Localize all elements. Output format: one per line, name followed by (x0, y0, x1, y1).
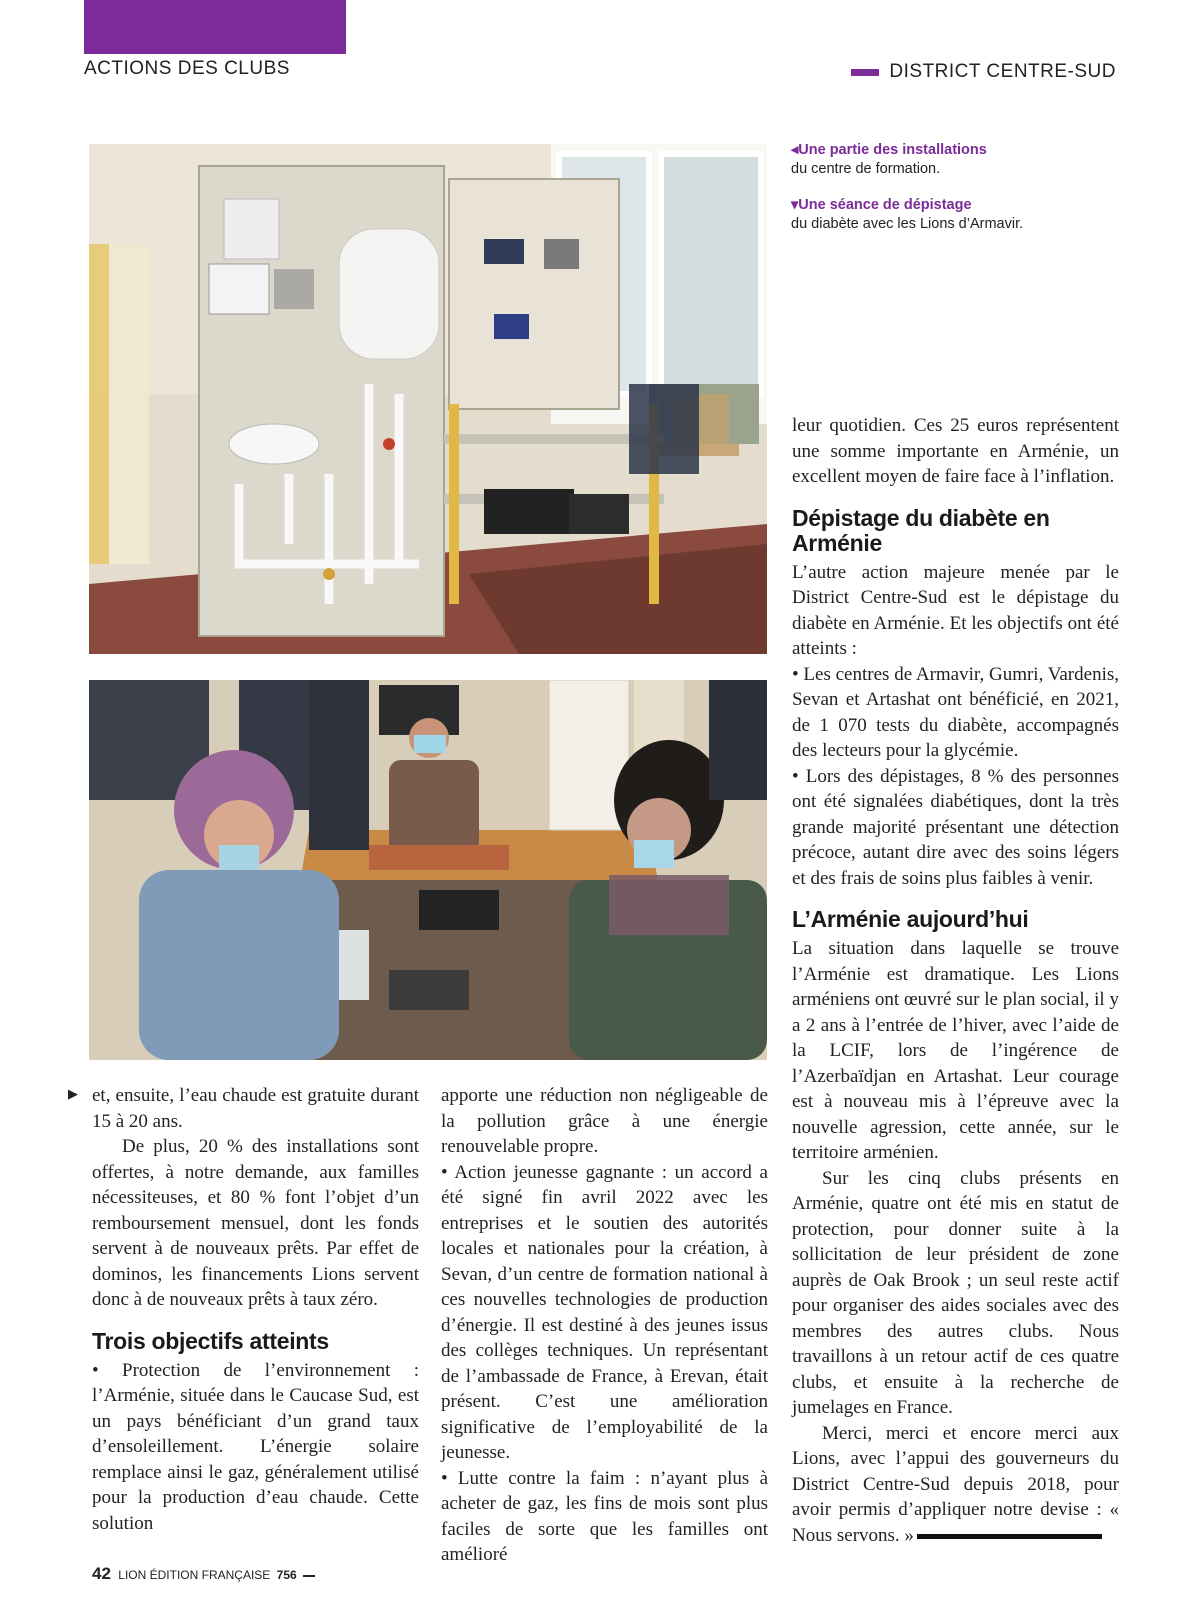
caption-diabetes-screening (791, 196, 1121, 234)
article-column-1 (92, 1083, 419, 1536)
paragraph: De plus, 20 % des installations sont offertes, à notre demande, aux familles nécessiteuses, et 80 % font l’objet d’un remboursement mensuel, dont les fonds servent à de nouveaux prêts. Par effet de dominos, les financements Lions servent donc à de nouveaux prêts à taux zéro. (92, 1136, 419, 1310)
subheading-objectives: Trois objectifs atteints (92, 1327, 329, 1354)
district-label (851, 61, 1116, 83)
photo-diabetes-screening (89, 680, 767, 1060)
down-arrow-icon: ▾ (791, 197, 799, 213)
caption-training-centre (791, 141, 1121, 179)
district-name: DISTRICT CENTRE-SUD (889, 61, 1116, 82)
paragraph: apporte une réduction non négligeable de la pollution grâce à une énergie renouvelable propre. (441, 1085, 768, 1157)
paragraph: leur quotidien. Ces 25 euros représentent une somme importante en Arménie, un excellent moyen de faire face à l’inflation. (792, 415, 1119, 487)
paragraph: • Protection de l’environnement : l’Arménie, située dans le Caucase Sud, est un pays bénéficiant d’un grand taux d’ensoleillement. L’énergie solaire remplace ainsi le gaz, généralement utilisé pour la production d’eau chaude. Cette solution (92, 1359, 419, 1534)
subheading-armenia-today: L’Arménie aujourd’hui (792, 906, 1029, 932)
district-accent-bar (851, 69, 879, 76)
paragraph: La situation dans laquelle se trouve l’Arménie est dramatique. Les Lions arméniens ont œuvré sur le plan social, il y a 2 ans à l’entrée de l’hiver, avec l’aide de la LCIF, lors de l’ingérence de l’Azerbaïdjan en Artashat. Leur courage est à nouveau mis à l’épreuve avec la nouvelle agression, cette année, sur le territoire arménien. (792, 938, 1119, 1163)
closing-text: Merci, merci et encore merci aux Lions, avec l’appui des gouverneurs du District Centre-Sud depuis 2018, pour avoir permis d’appliquer notre devise : « Nous servons. » (792, 1422, 1119, 1546)
paragraph: et, ensuite, l’eau chaude est gratuite durant 15 à 20 ans. (92, 1085, 419, 1132)
page-footer (92, 1564, 315, 1584)
paragraph: • Action jeunesse gagnante : un accord a été signé fin avril 2022 avec les entreprises et le soutien des autorités locales et nationales pour la création, à Sevan, d’un centre de formation national à ces nouvelles technologies de production d’énergie. Il est destiné à des jeunes issus des collèges techniques. Un représentant de l’ambassade de France, à Erevan, était présent. C’est une amélioration significative de l’employabilité de la jeunesse. (441, 1161, 768, 1463)
caption-text: du centre de formation. (791, 161, 941, 177)
paragraph: • Lors des dépistages, 8 % des personnes ont été signalées diabétiques, dont la très grande majorité présentant une détection précoce, autant dire avec des soins légers et des frais de soins plus faibles à venir. (792, 765, 1119, 889)
left-arrow-icon: ◂ (791, 142, 799, 158)
photo-captions (791, 141, 1121, 251)
paragraph: • Lutte contre la faim : n’ayant plus à acheter de gaz, les fins de mois sont plus faciles de sorte que les familles ont amélioré (441, 1467, 768, 1565)
footer-rule (303, 1575, 315, 1577)
issue-number: 756 (276, 1568, 297, 1582)
end-of-article-rule (917, 1534, 1102, 1539)
article-column-3 (792, 413, 1119, 1548)
paragraph (792, 1421, 1119, 1549)
section-label: ACTIONS DES CLUBS (84, 58, 290, 79)
publication-name: LION ÉDITION FRANÇAISE (118, 1568, 271, 1582)
paragraph: Sur les cinq clubs présents en Arménie, quatre ont été mis en statut de protection, pour donner suite à la sollicitation de leur président de zone auprès de Oak Brook ; un seul reste actif pour organiser des aides sociales avec des membres des autres clubs. Nous travaillons à un retour actif de ces quatre clubs, et ensuite à la recherche de jumelages en France. (792, 1167, 1119, 1418)
page-number: 42 (92, 1564, 111, 1583)
header-accent-block (84, 0, 346, 54)
paragraph: • Les centres de Armavir, Gumri, Vardenis, Sevan et Artashat ont bénéficié, en 2021, de 1 070 tests du diabète, accompagnés des lecteurs pour la glycémie. (792, 663, 1119, 761)
subheading-diabetes: Dépistage du diabète en Arménie (792, 504, 1050, 556)
caption-title: ▾Une séance de dépistage (791, 197, 972, 213)
paragraph: L’autre action majeure menée par le District Centre-Sud est le dépistage du diabète en Arménie. Et les objectifs ont été atteints : (792, 561, 1119, 659)
photo-training-centre (89, 144, 767, 654)
article-column-2 (441, 1083, 768, 1568)
caption-text: du diabète avec les Lions d’Armavir. (791, 216, 1024, 232)
continuation-arrow-icon: ▶ (68, 1087, 78, 1102)
caption-title: ◂Une partie des installations (791, 142, 987, 158)
